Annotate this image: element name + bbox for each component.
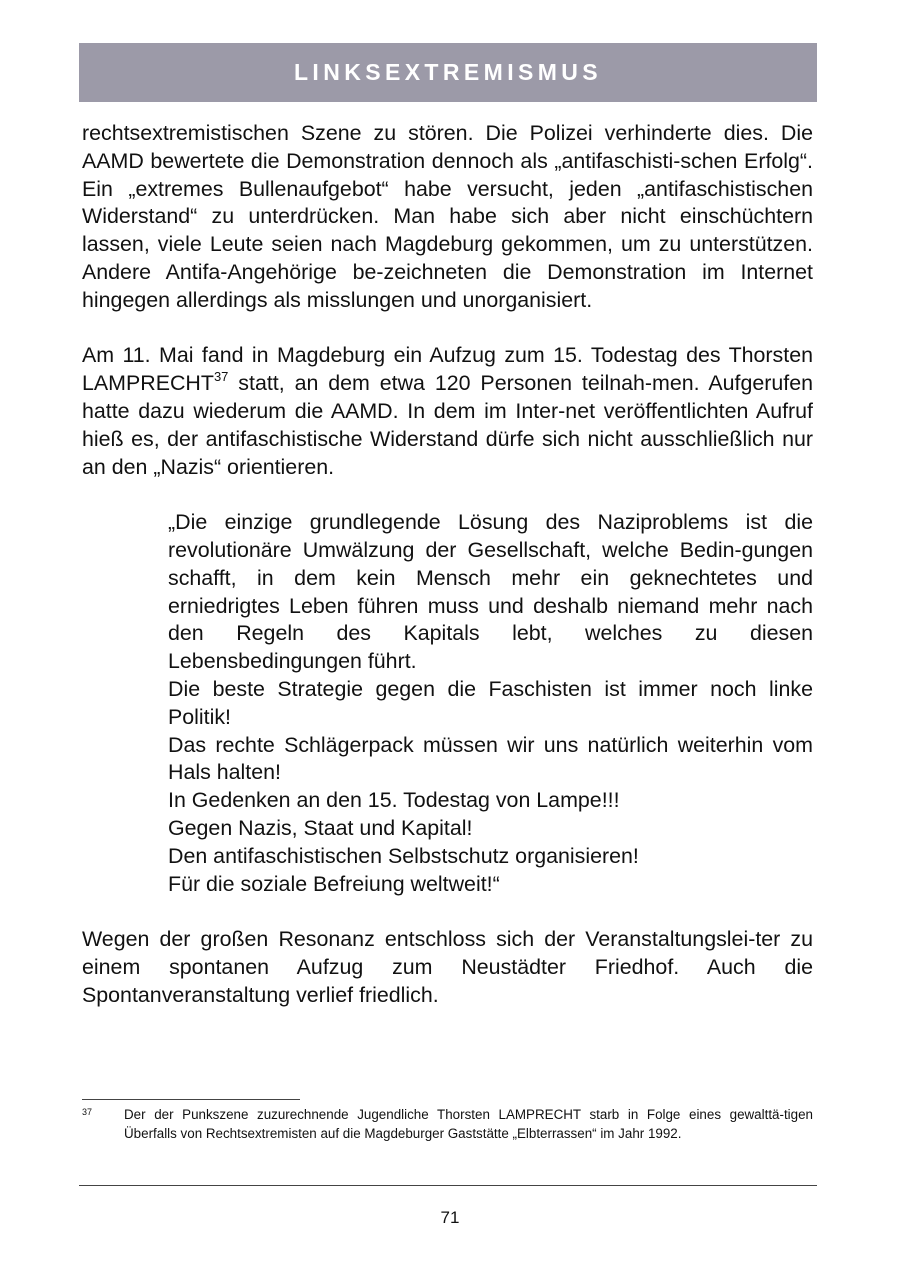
paragraph-2-text-start: Am 11. Mai fand in Magdeburg ein Aufzug zum 15. Todestag des Thorsten LAMPRECHT (82, 343, 813, 396)
main-text (82, 120, 813, 1010)
paragraph-2-text-end: statt, an dem etwa 120 Personen teilnah-men. Aufgerufen hatte dazu wiederum die AAMD. In dem im Inter-net veröffentlichten Aufruf hieß es, der antifaschistische Widerstand dürfe sich nicht ausschließlich nur an den „Nazis“ orientieren. (82, 371, 813, 479)
footnote-text: Der der Punkszene zuzurechnende Jugendliche Thorsten LAMPRECHT starb in Folge eines gewalttä-tigen Überfalls von Rechtsextremisten auf die Magdeburger Gaststätte „Elbterrassen“ im Jahr 1992. (124, 1107, 813, 1141)
footnote (82, 1106, 813, 1143)
paragraph-3: Wegen der großen Resonanz entschloss sich der Veranstaltungslei-ter zu einem spontanen Aufzug zum Neustädter Friedhof. Auch die Spontanveranstaltung verlief friedlich. (82, 927, 813, 1007)
paragraph-1: rechtsextremistischen Szene zu stören. Die Polizei verhinderte dies. Die AAMD bewertete die Demonstration dennoch als „antifaschisti-schen Erfolg“. Ein „extremes Bullenaufgebot“ habe versucht, jeden „antifaschistischen Widerstand“ zu unterdrücken. Man habe sich aber nicht einschüchtern lassen, viele Leute seien nach Magdeburg gekommen, um zu unterstützen. Andere Antifa-Angehörige be-zeichneten die Demonstration im Internet hingegen allerdings als misslungen und unorganisiert. (82, 121, 813, 312)
chapter-header-band (79, 43, 817, 102)
footnote-reference[interactable]: 37 (213, 369, 229, 385)
quote-line-3: Das rechte Schlägerpack müssen wir uns natürlich weiterhin vom Hals halten! (168, 732, 813, 785)
quote-line-4: In Gedenken an den 15. Todestag von Lampe!!! (168, 788, 620, 813)
quote-line-7: Für die soziale Befreiung weltweit!“ (168, 871, 500, 896)
page-number: 71 (440, 1208, 460, 1227)
quote-line-5: Gegen Nazis, Staat und Kapital! (168, 815, 473, 840)
footnote-separator (82, 1099, 300, 1100)
block-quote (168, 509, 813, 898)
quote-line-2: Die beste Strategie gegen die Faschisten ist immer noch linke Politik! (168, 676, 813, 729)
page-footer-rule (79, 1185, 817, 1186)
chapter-title: LINKSEXTREMISMUS (293, 59, 603, 85)
paragraph-2 (82, 342, 813, 481)
footnote-number: 37 (82, 1107, 93, 1117)
quote-line-6: Den antifaschistischen Selbstschutz organisieren! (168, 843, 639, 868)
quote-line-1: „Die einzige grundlegende Lösung des Naziproblems ist die revolutionäre Umwälzung der Gesellschaft, welche Bedin-gungen schafft, in dem kein Mensch mehr ein geknechtetes und erniedrigtes Leben führen muss und deshalb niemand mehr nach den Regeln des Kapitals lebt, welches zu diesen Lebensbedingungen führt. (168, 510, 813, 674)
